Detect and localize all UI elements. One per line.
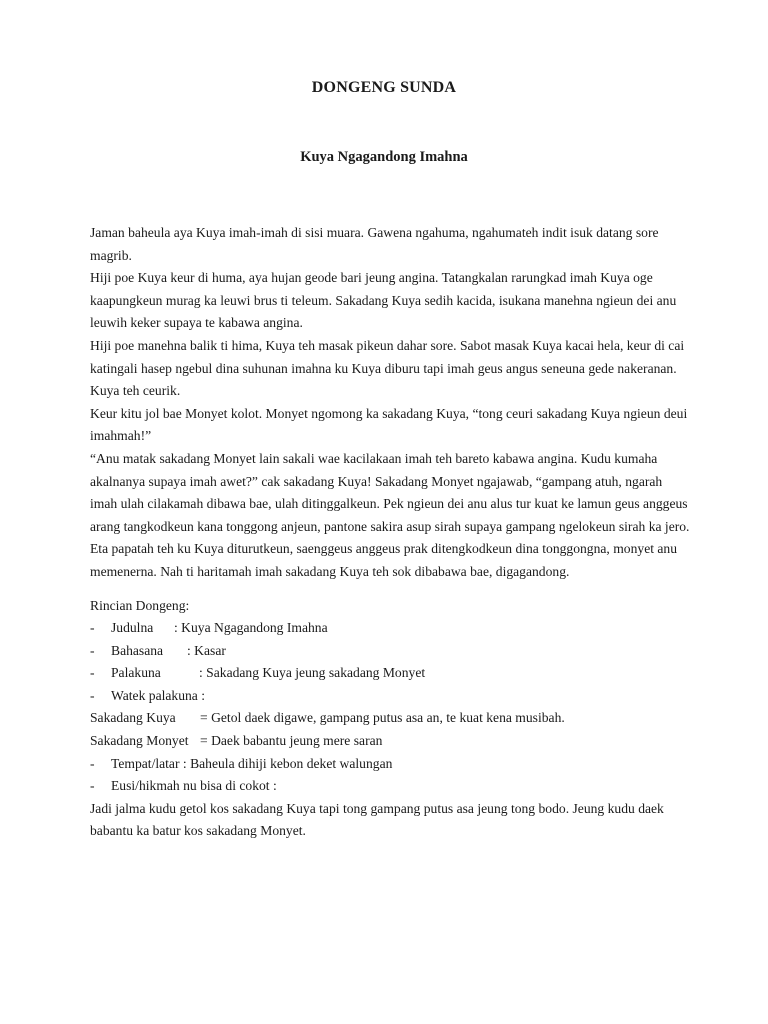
watek-label: Watek palakuna : bbox=[111, 687, 206, 703]
judul-label: Judulna bbox=[111, 620, 154, 636]
rincian-heading: Rincian Dongeng: bbox=[90, 597, 190, 613]
kuya-value: = Getol daek digawe, gampang putus asa an, te kuat kena musibah. bbox=[200, 710, 565, 726]
document-body bbox=[90, 222, 690, 843]
tempat-text: Tempat/latar : Baheula dihiji kebon deket walungan bbox=[111, 755, 393, 771]
closing-paragraph: Jadi jalma kudu getol kos sakadang Kuya tapi tong gampang putus asa jeung tong bodo. Jeung kudu daek babantu ka batur kos sakadang Monyet. bbox=[90, 800, 664, 839]
list-dash: - bbox=[90, 665, 95, 681]
judul-value: : Kuya Ngagandong Imahna bbox=[174, 620, 328, 636]
paragraph: Hiji poe manehna balik ti hima, Kuya teh masak pikeun dahar sore. Sabot masak Kuya kacai hela, keur di cai katingali hasep ngebul dina suhunan imahna ku Kuya diburu tapi imah geus angus seneuna gede nakeranan. Kuya teh ceurik. bbox=[90, 337, 685, 399]
palaku-value: : Sakadang Kuya jeung sakadang Monyet bbox=[199, 665, 426, 681]
character-monyet bbox=[90, 730, 690, 753]
list-dash: - bbox=[90, 642, 95, 658]
list-item-palaku bbox=[90, 662, 690, 685]
list-dash: - bbox=[90, 687, 95, 703]
list-item-watek bbox=[90, 685, 690, 708]
list-item-eusi bbox=[90, 775, 690, 798]
paragraph: Eta papatah teh ku Kuya diturutkeun, saenggeus anggeus prak ditengkodkeun dina tonggongna, monyet anu memenerna. Nah ti haritamah imah sakadang Kuya teh sok dibabawa bae, digagandong. bbox=[90, 541, 678, 579]
story-title: Kuya Ngagandong Imahna bbox=[300, 149, 468, 165]
bahasa-label: Bahasana bbox=[111, 642, 164, 658]
list-dash: - bbox=[90, 620, 95, 636]
list-item-bahasa bbox=[90, 640, 690, 663]
palaku-label: Palakuna bbox=[111, 665, 161, 681]
paragraph: Keur kitu jol bae Monyet kolot. Monyet ngomong ka sakadang Kuya, “tong ceuri sakadang Kuya ngieun deui imahmah!” bbox=[90, 405, 688, 444]
monyet-label: Sakadang Monyet bbox=[90, 733, 189, 749]
kuya-label: Sakadang Kuya bbox=[90, 710, 176, 726]
eusi-text: Eusi/hikmah nu bisa di cokot : bbox=[111, 778, 277, 794]
monyet-value: = Daek babantu jeung mere saran bbox=[200, 733, 383, 749]
paragraph: Jaman baheula aya Kuya imah-imah di sisi muara. Gawena ngahuma, ngahumateh indit isuk datang sore magrib. bbox=[90, 225, 659, 263]
list-item-judul bbox=[90, 617, 690, 640]
bahasa-value: : Kasar bbox=[187, 642, 226, 658]
list-item-tempat bbox=[90, 753, 690, 776]
document-title: DONGENG SUNDA bbox=[311, 79, 457, 96]
paragraph: Hiji poe Kuya keur di huma, aya hujan geode bari jeung angina. Tatangkalan rarungkad imah Kuya oge kaapungkeun murag ka leuwi brus ti teleum. Sakadang Kuya sedih kacida, isukana manehna ngieun dei anu leuwih keker supaya te kabawa angina. bbox=[90, 270, 677, 331]
character-kuya bbox=[90, 707, 690, 730]
list-dash: - bbox=[90, 755, 95, 771]
section-gap bbox=[90, 584, 690, 595]
paragraph: “Anu matak sakadang Monyet lain sakali wae kacilakaan imah teh bareto kabawa angina. Kudu kumaha akalnanya supaya imah awet?” cak sakadang Kuya! Sakadang Monyet ngajawab, “gampang atuh, ngarah imah ulah cilakamah dibawa bae, ulah ditinggalkeun. Pek ngieun dei anu alus tur kuat ke lamun geus anggeus arang tangkodkeun kana tonggong anjeun, pantone sakira asup sirah supaya gampang ngelokeun sirah ka jero. bbox=[90, 450, 690, 534]
list-dash: - bbox=[90, 778, 95, 794]
